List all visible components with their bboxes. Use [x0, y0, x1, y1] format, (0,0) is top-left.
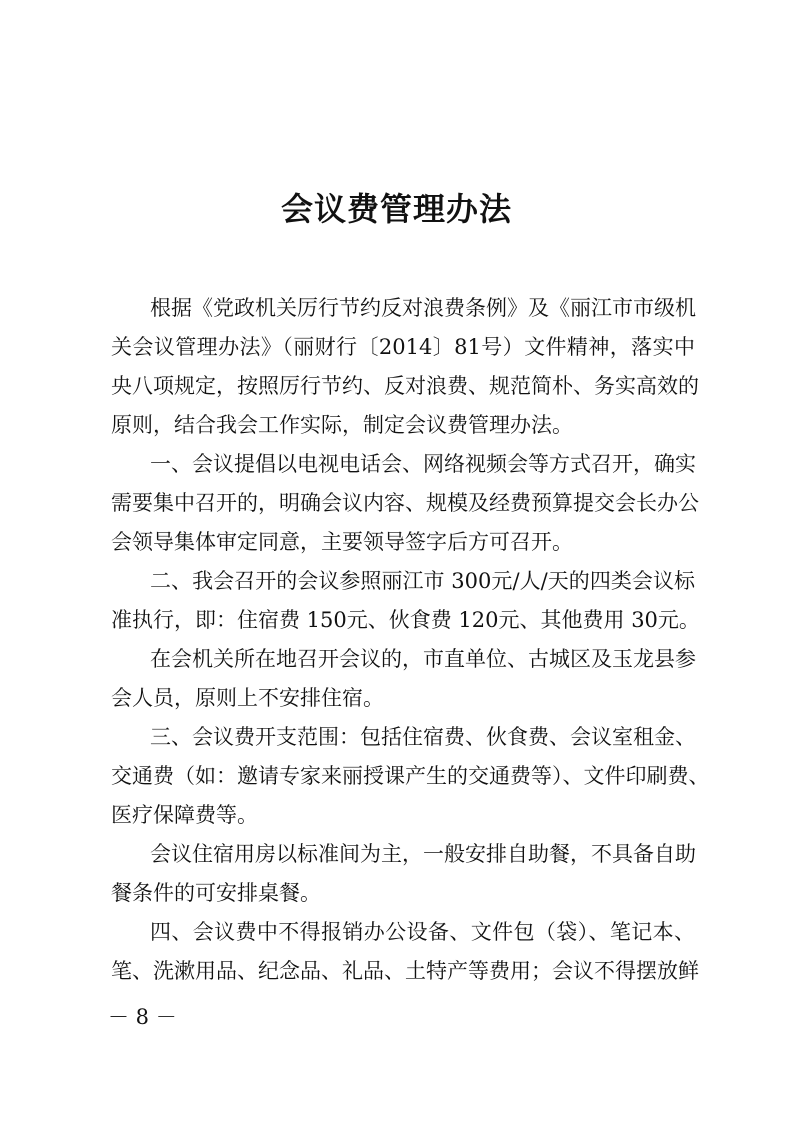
body-line: 三、会议费开支范围：包括住宿费、伙食费、会议室租金、 [150, 725, 696, 749]
body-line: 交通费（如：邀请专家来丽授课产生的交通费等）、文件印刷费、 [111, 764, 710, 788]
body-line: 医疗保障费等。 [111, 803, 258, 827]
body-line: 二、我会召开的会议参照丽江市 300元/人/天的四类会议标 [150, 569, 695, 593]
document-title: 会议费管理办法 [280, 190, 512, 228]
body-line: 会议住宿用房以标准间为主，一般安排自助餐，不具备自助 [150, 842, 696, 866]
body-line: 会领导集体审定同意，主要领导签字后方可召开。 [111, 530, 573, 554]
body-line: 准执行，即：住宿费 150元、伙食费 120元、其他费用 30元。 [111, 608, 700, 632]
body-line: 在会机关所在地召开会议的，市直单位、古城区及玉龙县参 [150, 647, 696, 671]
body-line: 笔、洗漱用品、纪念品、礼品、土特产等费用；会议不得摆放鲜 [111, 959, 699, 983]
page-number: － 8 － [108, 1005, 177, 1029]
body-line: 根据《党政机关厉行节约反对浪费条例》及《丽江市市级机 [150, 296, 696, 320]
body-line: 会人员，原则上不安排住宿。 [111, 686, 384, 710]
body-line: 央八项规定，按照厉行节约、反对浪费、规范简朴、务实高效的 [111, 374, 699, 398]
body-line: 关会议管理办法》（丽财行〔2014〕81号）文件精神，落实中 [111, 335, 695, 359]
body-line: 需要集中召开的，明确会议内容、规模及经费预算提交会长办公 [111, 491, 699, 515]
body-line: 一、会议提倡以电视电话会、网络视频会等方式召开，确实 [150, 452, 696, 476]
body-line: 四、会议费中不得报销办公设备、文件包（袋）、笔记本、 [150, 920, 695, 944]
body-line: 餐条件的可安排桌餐。 [111, 881, 321, 905]
body-line: 原则，结合我会工作实际，制定会议费管理办法。 [111, 413, 573, 437]
